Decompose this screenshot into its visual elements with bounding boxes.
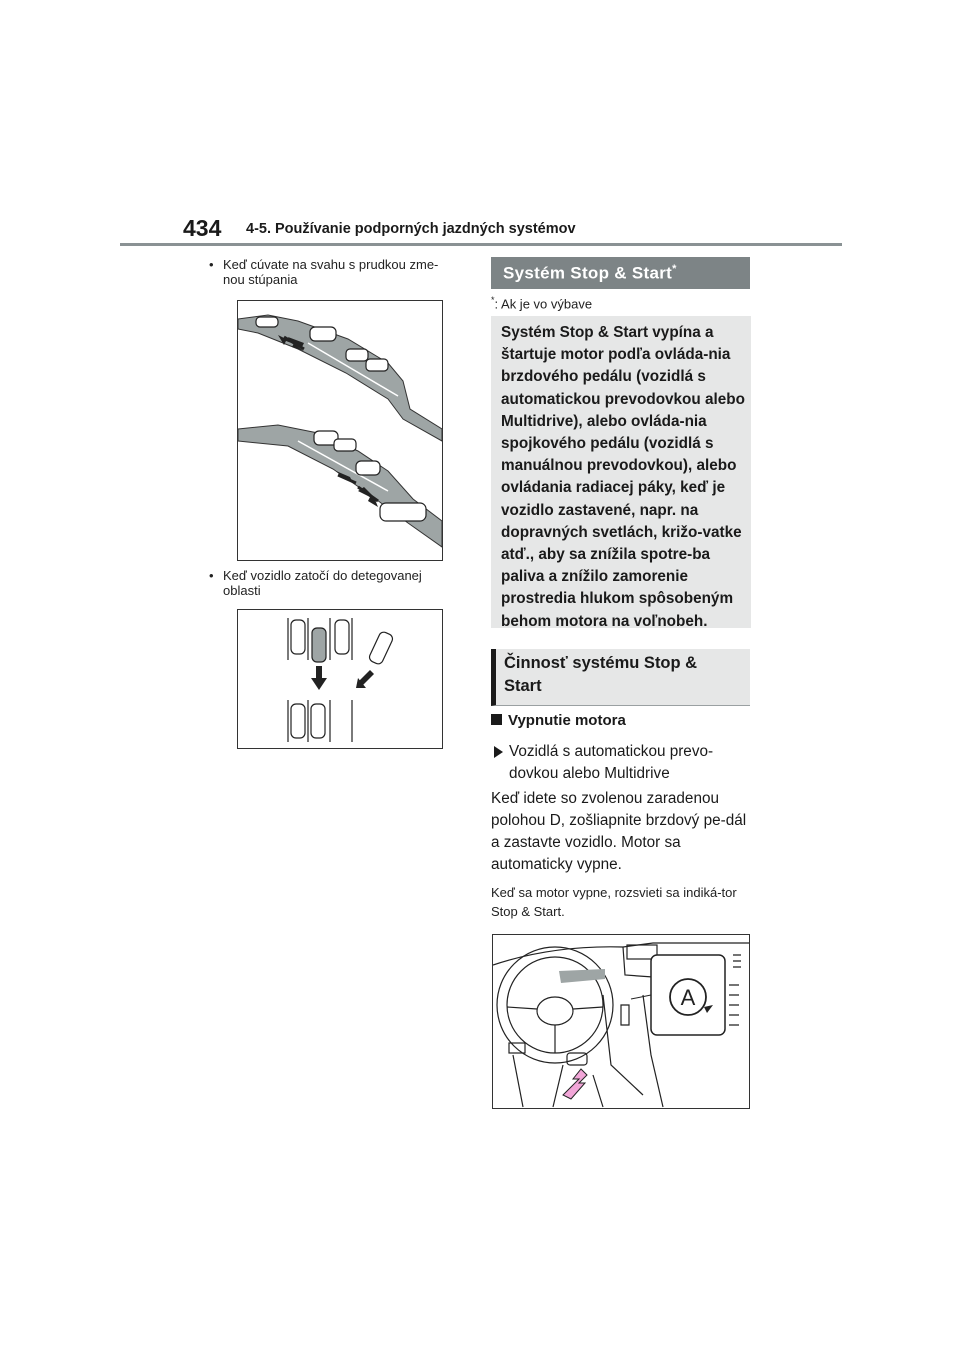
header-rule bbox=[120, 243, 842, 246]
footnote bbox=[491, 295, 592, 311]
note-paragraph: Keď sa motor vypne, rozsvieti sa indiká-tor Stop & Start. bbox=[491, 885, 737, 919]
heading-automatic-text: Vozidlá s automatickou prevo-dovkou alebo Multidrive bbox=[509, 743, 714, 782]
slope-cars-drawing bbox=[238, 301, 442, 560]
indicator-label: A bbox=[680, 985, 696, 1010]
bullet-marker: • bbox=[209, 257, 214, 272]
heading-automatic-vehicles bbox=[494, 741, 744, 785]
body-paragraph: Keď idete so zvolenou zaradenou polohou D, zošliapnite brzdový pe-dál a zastavte vozidlo. Motor sa automaticky vypne. bbox=[491, 790, 747, 873]
section-title-asterisk: * bbox=[672, 263, 677, 275]
bullet-steep-slope bbox=[209, 257, 443, 287]
summary-text: Systém Stop & Start vypína a štartuje motor podľa ovláda-nia brzdového pedálu (vozidlá s automatickou prevodovkou alebo Multidrive), alebo ovláda-nia spojkového pedálu (vozidlá s manuálnou prevodovkou), alebo ovládania radiacej páky, keď je vozidlo zastavené, napr. na dopravných svetlách, križo-vatke atď., aby sa znížila spotre-ba paliva a znížilo zamorenie prostredia hlukom spôsobeným behom motora na voľnobeh. bbox=[501, 324, 745, 630]
parking-illustration bbox=[237, 609, 443, 749]
section-title-bar bbox=[491, 257, 750, 289]
section-title: Systém Stop & Start bbox=[503, 263, 673, 283]
dashboard-illustration bbox=[492, 934, 750, 1109]
square-marker-icon bbox=[491, 714, 502, 725]
slope-illustration bbox=[237, 300, 443, 561]
parking-cars-drawing bbox=[238, 610, 442, 748]
heading-engine-stop bbox=[491, 712, 626, 729]
bullet-text: Keď vozidlo zatočí do detegovanej oblasti bbox=[223, 568, 422, 598]
heading-engine-stop-text: Vypnutie motora bbox=[508, 712, 626, 729]
dashboard-drawing bbox=[493, 935, 749, 1108]
bullet-turn-detection bbox=[209, 568, 443, 598]
bullet-text: Keď cúvate na svahu s prudkou zme-nou stúpania bbox=[223, 257, 439, 287]
bullet-marker: • bbox=[209, 568, 214, 583]
subsection-heading bbox=[491, 649, 750, 706]
subsection-title: Činnosť systému Stop & Start bbox=[504, 654, 698, 695]
triangle-marker-icon bbox=[494, 746, 503, 758]
summary-box bbox=[491, 316, 751, 628]
footnote-text: : Ak je vo výbave bbox=[494, 296, 593, 312]
footnote-asterisk: * bbox=[491, 295, 495, 305]
page-number: 434 bbox=[183, 215, 222, 241]
chapter-title: 4-5. Používanie podporných jazdných systémov bbox=[246, 221, 576, 237]
